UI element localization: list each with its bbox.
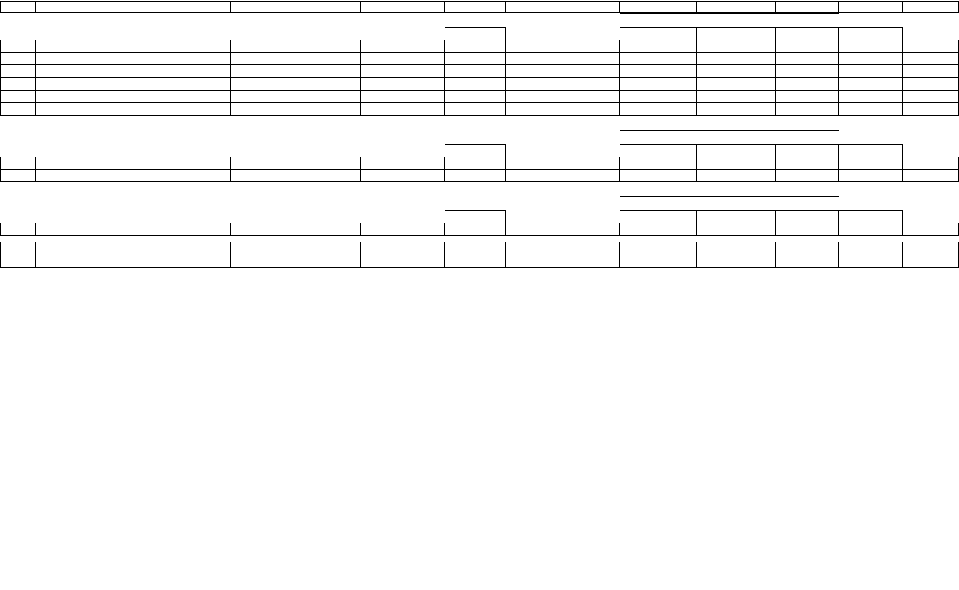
header-wartosc-brutto (697, 210, 776, 223)
cell-unit (506, 65, 620, 78)
cell-prod-empty (839, 170, 903, 183)
cell-unit (506, 242, 620, 268)
cell-lp (0, 170, 36, 183)
cell-axb-empty (697, 170, 776, 183)
cell-axb-empty (697, 78, 776, 91)
razem-box (620, 13, 697, 26)
header-producent (903, 157, 959, 170)
cell-dose (361, 1, 445, 13)
header-stawka-vat (776, 27, 839, 40)
cell-prod-empty (839, 1, 903, 13)
cell-dose (361, 103, 445, 116)
header-c (776, 223, 839, 236)
header-a (445, 40, 506, 53)
column-header (0, 40, 959, 53)
cell-unit (506, 78, 620, 91)
header-dawka (361, 40, 445, 53)
cell-b-empty (620, 103, 697, 116)
cell-name (36, 242, 231, 268)
header-b (620, 157, 697, 170)
cell-qty (445, 91, 506, 104)
cell-form (231, 242, 361, 268)
cell-dose (361, 242, 445, 268)
table-row (0, 103, 959, 116)
cell-c-empty (776, 170, 839, 183)
cell-b-empty (620, 242, 697, 268)
header-ilosc (445, 210, 506, 223)
header-a (445, 157, 506, 170)
cell-unit (506, 53, 620, 66)
cell-dose (361, 53, 445, 66)
column-header-top (0, 210, 959, 223)
cell-producer-empty (903, 170, 959, 183)
cell-name (36, 170, 231, 183)
header-jednostka (506, 223, 620, 236)
cell-prod-empty (839, 78, 903, 91)
cell-form (231, 53, 361, 66)
cell-qty (445, 78, 506, 91)
header-b (620, 223, 697, 236)
table-row (0, 53, 959, 66)
header-wartosc-brutto (697, 27, 776, 40)
razem-box (620, 130, 697, 143)
cell-name (36, 78, 231, 91)
razem-box (776, 130, 839, 143)
cell-prod-empty (839, 242, 903, 268)
cell-dose (361, 91, 445, 104)
header-lp (0, 223, 36, 236)
header-postac (231, 157, 361, 170)
header-cena-brutto (620, 210, 697, 223)
cell-lp (0, 242, 36, 268)
cell-prod-empty (839, 53, 903, 66)
cell-form (231, 91, 361, 104)
cell-producer-empty (903, 1, 959, 13)
header-wartosc-brutto (697, 144, 776, 157)
cell-axb-empty (697, 242, 776, 268)
header-axb (697, 223, 776, 236)
cell-lp (0, 91, 36, 104)
razem-box (776, 13, 839, 26)
header-produkt (839, 157, 903, 170)
header-jednostka (506, 40, 620, 53)
cell-form (231, 1, 361, 13)
header-dawka (361, 157, 445, 170)
cell-b-empty (620, 91, 697, 104)
header-stawka-vat (776, 210, 839, 223)
cell-c-empty (776, 1, 839, 13)
column-header-top (0, 27, 959, 40)
header-oferowany (839, 144, 903, 157)
cell-c-empty (776, 53, 839, 66)
cell-unit (506, 91, 620, 104)
cell-b-empty (620, 1, 697, 13)
header-c (776, 157, 839, 170)
header-produkt (839, 223, 903, 236)
cell-axb-empty (697, 91, 776, 104)
cell-unit (506, 1, 620, 13)
header-ilosc (445, 144, 506, 157)
cell-form (231, 170, 361, 183)
cell-qty (445, 1, 506, 13)
razem-box (697, 130, 776, 143)
cell-axb-empty (697, 65, 776, 78)
header-ilosc (445, 27, 506, 40)
razem-box (620, 196, 697, 209)
cell-prod-empty (839, 91, 903, 104)
header-postac (231, 223, 361, 236)
header-lp (0, 157, 36, 170)
cell-c-empty (776, 78, 839, 91)
cell-b-empty (620, 170, 697, 183)
cell-form (231, 103, 361, 116)
razem-box (697, 196, 776, 209)
cell-lp (0, 1, 36, 13)
cell-axb-empty (697, 103, 776, 116)
cell-producer-empty (903, 53, 959, 66)
header-c (776, 40, 839, 53)
header-nazwa (36, 157, 231, 170)
header-cena-brutto (620, 144, 697, 157)
header-b (620, 40, 697, 53)
cell-dose (361, 65, 445, 78)
cell-b-empty (620, 53, 697, 66)
cell-name (36, 65, 231, 78)
table-row (0, 1, 959, 13)
cell-unit (506, 103, 620, 116)
header-producent (903, 223, 959, 236)
cell-lp (0, 53, 36, 66)
header-producent (903, 40, 959, 53)
table-row (0, 170, 959, 183)
cell-lp (0, 78, 36, 91)
cell-name (36, 1, 231, 13)
cell-b-empty (620, 78, 697, 91)
cell-name (36, 91, 231, 104)
header-postac (231, 40, 361, 53)
table-row (0, 242, 959, 268)
cell-c-empty (776, 103, 839, 116)
header-nazwa (36, 223, 231, 236)
column-header (0, 157, 959, 170)
cell-producer-empty (903, 242, 959, 268)
cell-unit (506, 170, 620, 183)
cell-qty (445, 53, 506, 66)
cell-producer-empty (903, 103, 959, 116)
table-row (0, 78, 959, 91)
razem-box (776, 196, 839, 209)
cell-c-empty (776, 91, 839, 104)
cell-axb-empty (697, 53, 776, 66)
cell-qty (445, 103, 506, 116)
header-axb (697, 40, 776, 53)
cell-dose (361, 170, 445, 183)
cell-b-empty (620, 65, 697, 78)
header-dawka (361, 223, 445, 236)
cell-producer-empty (903, 65, 959, 78)
header-a (445, 223, 506, 236)
header-lp (0, 40, 36, 53)
cell-name (36, 103, 231, 116)
cell-qty (445, 242, 506, 268)
header-oferowany (839, 27, 903, 40)
cell-form (231, 78, 361, 91)
header-oferowany (839, 210, 903, 223)
cell-form (231, 65, 361, 78)
header-axb (697, 157, 776, 170)
cell-c-empty (776, 65, 839, 78)
table-row (0, 65, 959, 78)
cell-producer-empty (903, 78, 959, 91)
header-jednostka (506, 157, 620, 170)
table-row (0, 91, 959, 104)
cell-prod-empty (839, 103, 903, 116)
cell-axb-empty (697, 1, 776, 13)
header-cena-brutto (620, 27, 697, 40)
header-produkt (839, 40, 903, 53)
cell-dose (361, 78, 445, 91)
cell-qty (445, 65, 506, 78)
razem-box (697, 13, 776, 26)
header-nazwa (36, 40, 231, 53)
column-header (0, 223, 959, 236)
cell-c-empty (776, 242, 839, 268)
column-header-top (0, 144, 959, 157)
cell-lp (0, 65, 36, 78)
cell-lp (0, 103, 36, 116)
cell-name (36, 53, 231, 66)
cell-qty (445, 170, 506, 183)
cell-prod-empty (839, 65, 903, 78)
cell-producer-empty (903, 91, 959, 104)
header-stawka-vat (776, 144, 839, 157)
